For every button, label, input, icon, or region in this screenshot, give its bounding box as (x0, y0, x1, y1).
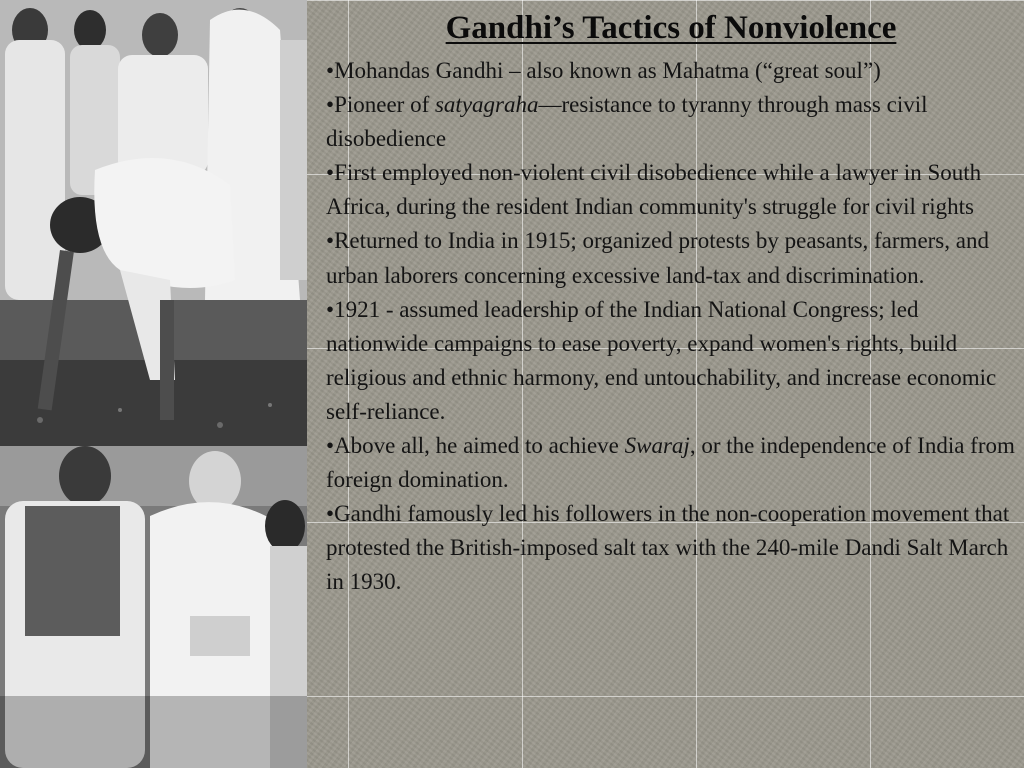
bullet-text: 1921 - assumed leadership of the Indian National Congress; led nationwide campaigns to ease poverty, expand women's rights, build religious and ethnic harmony, end untouchability, and increase economic self-reliance. (326, 296, 997, 424)
bullet-marker: • (326, 160, 335, 186)
bullet-marker: • (326, 296, 335, 322)
bullet-text-after: —resistance to tyranny through mass civil disobedience (326, 92, 928, 152)
bullet-text-before: Above all, he aimed to achieve (334, 433, 625, 459)
bullet-text: Mohandas Gandhi – also known as Mahatma (“great soul”) (334, 58, 881, 83)
bullet-item (326, 156, 1016, 224)
bullet-marker: • (326, 501, 335, 527)
bullet-text: Returned to India in 1915; organized protests by peasants, farmers, and urban laborers concerning excessive land-tax and discrimination. (326, 228, 989, 288)
bullet-item (326, 293, 1016, 429)
bullet-marker: • (326, 58, 335, 83)
photo-salt-march (0, 0, 307, 446)
bullet-text-after: , or the independence of India from foreign domination. (326, 433, 1015, 493)
bullet-list (326, 54, 1016, 600)
slide-title (326, 10, 1016, 47)
bullet-text: First employed non-violent civil disobedience while a lawyer in South Africa, during the resident Indian community's struggle for civil rights (326, 160, 982, 220)
slide-title-text: Gandhi’s Tactics of Nonviolence (445, 10, 897, 46)
bullet-text-before: Pioneer of (334, 92, 435, 118)
bullet-item (326, 88, 1016, 156)
photo-gandhi-crowd (0, 446, 307, 768)
bullet-item (326, 54, 1016, 88)
bullet-text: Gandhi famously led his followers in the non-cooperation movement that protested the British-imposed salt tax with the 240-mile Dandi Salt March in 1930. (326, 501, 1010, 595)
bullet-emphasis: Swaraj (624, 433, 690, 459)
bullet-marker: • (326, 228, 335, 254)
bullet-item (326, 224, 1016, 292)
bullet-item (326, 497, 1016, 599)
bullet-marker: • (326, 92, 335, 118)
bullet-marker: • (326, 433, 335, 459)
bullet-item (326, 429, 1016, 497)
gandhi-crowd-illustration (0, 446, 307, 768)
salt-march-illustration (0, 0, 307, 446)
bullet-emphasis: satyagraha (434, 92, 539, 118)
